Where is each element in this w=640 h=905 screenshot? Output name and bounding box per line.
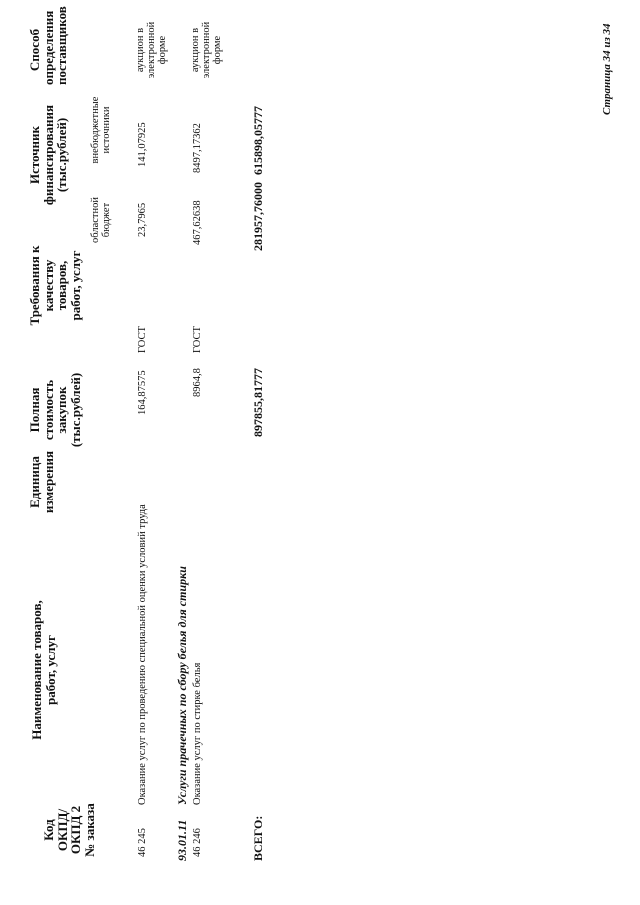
total-regional: 281957,76000	[251, 182, 265, 251]
row1-method-line: форме	[157, 35, 169, 65]
header-total-cost	[28, 365, 83, 455]
subheader-line: внебюджетные	[90, 96, 101, 164]
row2-method-line: электронной	[201, 21, 213, 79]
subheader-regional-budget	[90, 195, 112, 245]
row1-method-line: электронной	[146, 21, 158, 79]
row1-extrabudget: 141,07925	[137, 122, 148, 167]
row2-method-line: форме	[212, 35, 224, 65]
row1-regional: 23,7965	[137, 202, 148, 237]
header-method-line: Способ	[27, 28, 42, 72]
subheader-line: бюджет	[101, 202, 113, 238]
total-cost: 897855,81777	[251, 368, 265, 437]
header-name	[30, 585, 57, 755]
header-quality-line: качеству товаров,	[40, 259, 70, 312]
header-funding	[28, 95, 69, 215]
row1-name: Оказание услуг по проведению специальной оценки условий труда	[137, 504, 148, 805]
header-total-cost-line: Полная	[27, 387, 42, 433]
header-code	[42, 795, 97, 865]
row2-regional: 467,62638	[192, 200, 203, 245]
total-extrabudget: 615898,05777	[251, 106, 265, 175]
header-code-line: № заказа	[81, 803, 97, 857]
row1-code: 46 245	[137, 828, 148, 857]
header-quality-line: Требования к	[27, 245, 42, 326]
subheader-extrabudget	[90, 85, 112, 175]
row1-method-line: аукцион в	[135, 27, 146, 73]
header-code-line: Код	[41, 819, 56, 841]
header-method-line: поставщиков	[54, 6, 70, 85]
header-unit-line: измерения	[40, 450, 56, 514]
row2-method	[190, 10, 223, 90]
header-code-line: ОКПД/	[54, 808, 70, 852]
section-code: 93.01.11	[175, 819, 189, 861]
row2-extrabudget: 8497,17362	[192, 123, 203, 173]
header-quality-line: работ, услуг	[67, 250, 83, 321]
header-method	[27, 6, 70, 85]
header-method-line: определения	[40, 10, 56, 85]
header-name-line: работ, услуг	[42, 635, 58, 705]
row1-quality: ГОСТ	[137, 326, 148, 353]
header-total-cost-line: закупок	[54, 386, 70, 434]
row2-name: Оказание услуг по стирке белья	[192, 662, 203, 805]
row2-quality: ГОСТ	[192, 326, 203, 353]
row1-method	[135, 10, 168, 90]
header-total-cost-line: (тыс.рублей)	[67, 372, 83, 448]
page-number: Страница 34 из 34	[601, 23, 613, 115]
header-total-cost-line: стоимость	[40, 379, 56, 441]
header-funding-line: финансирования	[40, 104, 56, 206]
section-title: Услуги прачечных по сбору белья для стирки	[175, 566, 189, 805]
row2-total-cost: 8964,8	[192, 368, 203, 397]
header-quality	[28, 238, 83, 333]
header-funding-line: Источник	[27, 125, 42, 185]
row2-method-line: аукцион в	[190, 27, 201, 73]
header-name-line: Наименование товаров,	[29, 600, 44, 740]
subheader-line: областной	[90, 197, 101, 243]
header-unit	[28, 447, 55, 517]
row1-total-cost: 164,87575	[137, 370, 148, 415]
header-unit-line: Единица	[27, 456, 42, 508]
total-label: ВСЕГО:	[251, 815, 265, 861]
header-funding-line: (тыс.рублей)	[54, 117, 70, 193]
row2-code: 46 246	[192, 828, 203, 857]
subheader-line: источники	[101, 106, 113, 154]
header-code-line: ОКПД 2	[68, 805, 84, 855]
